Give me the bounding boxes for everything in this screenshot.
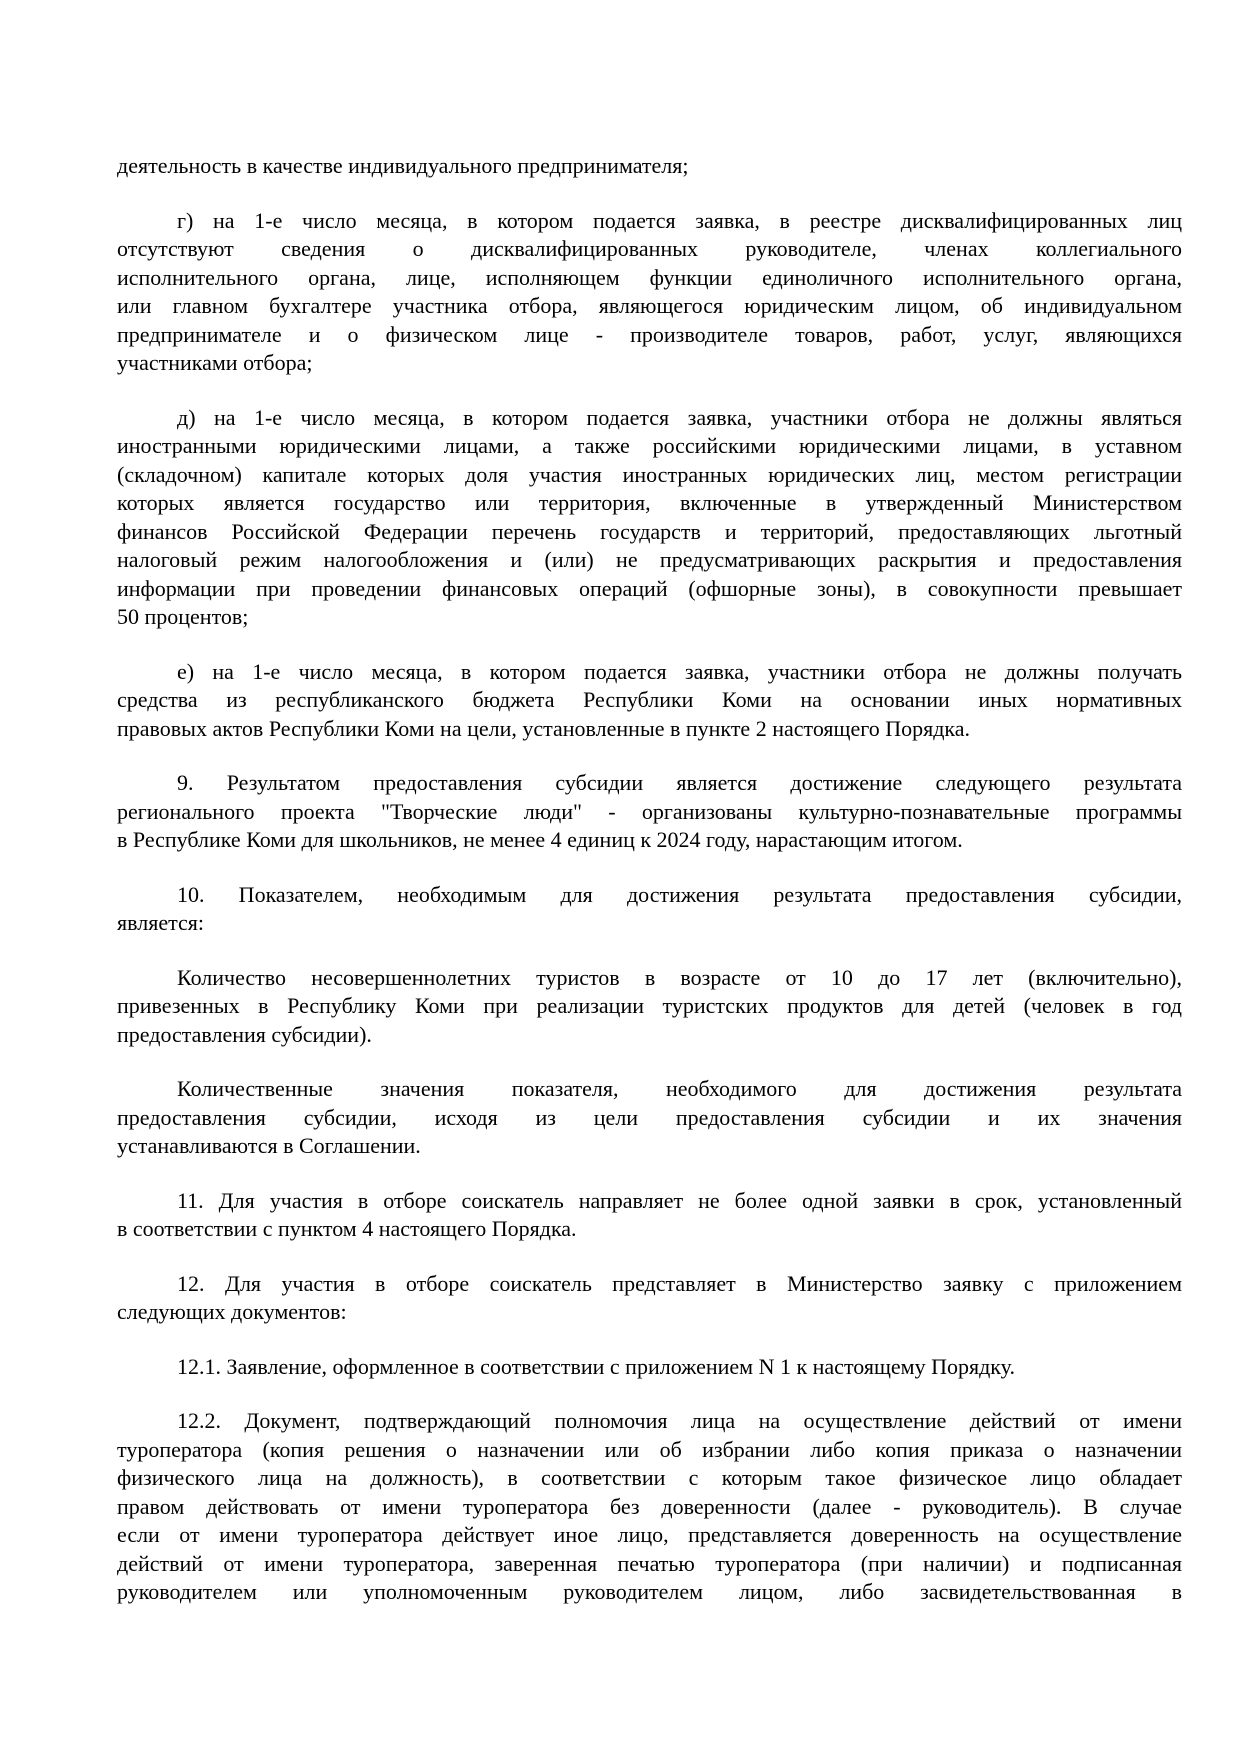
text-line: туроператора (копия решения о назначении или об избрании либо копия приказа о назначении — [117, 1436, 1182, 1462]
text-line: если от имени туроператора действует иное лицо, представляется доверенность на осуществление — [117, 1522, 1182, 1547]
text-line: физического лица на должность), в соответствии с которым такое физическое лицо обладает — [117, 1465, 1182, 1490]
text-line: 12. Для участия в отборе соискатель представляет в Министерство заявку с приложением — [177, 1270, 1182, 1296]
text-line: налоговый режим налогообложения и (или) не предусматривающих раскрытия и предоставления — [117, 547, 1182, 572]
text-line: 50 процентов; — [117, 604, 249, 629]
paragraph-clause-10 — [117, 881, 1182, 938]
text-line: г) на 1-е число месяца, в котором подается заявка, в реестре дисквалифицированных лиц — [177, 207, 1182, 233]
paragraph-clause-12-1 — [117, 1353, 1182, 1382]
text-line: которых является государство или территория, включенные в утвержденный Министерством — [117, 490, 1182, 515]
text-line: исполнительного органа, лице, исполняющем функции единоличного исполнительного органа, — [117, 264, 1182, 290]
text-line: в Республике Коми для школьников, не менее 4 единиц к 2024 году, нарастающим итогом. — [117, 827, 963, 852]
text-line: является: — [117, 910, 204, 935]
paragraph-item-g — [117, 207, 1182, 378]
text-line: в соответствии с пунктом 4 настоящего Порядка. — [117, 1216, 577, 1241]
paragraph-item-d — [117, 404, 1182, 632]
paragraph-clause-11 — [117, 1187, 1182, 1244]
text-line: правом действовать от имени туроператора без доверенности (далее - руководитель). В случае — [117, 1493, 1182, 1519]
text-line: 9. Результатом предоставления субсидии является достижение следующего результата — [177, 770, 1182, 795]
text-line: устанавливаются в Соглашении. — [117, 1133, 421, 1158]
text-line: 11. Для участия в отборе соискатель направляет не более одной заявки в срок, установленный — [177, 1187, 1182, 1213]
text-line: отсутствуют сведения о дисквалифицированных руководителе, членах коллегиального — [117, 236, 1182, 261]
text-line: предпринимателе и о физическом лице - производителе товаров, работ, услуг, являющихся — [117, 321, 1182, 347]
text-line: финансов Российской Федерации перечень государств и территорий, предоставляющих льготный — [117, 518, 1182, 544]
text-line: следующих документов: — [117, 1299, 347, 1324]
paragraph-clause-10-indicator — [117, 964, 1182, 1050]
text-line: или главном бухгалтере участника отбора, являющегося юридическим лицом, об индивидуальном — [117, 293, 1182, 318]
text-line: привезенных в Республику Коми при реализации туристских продуктов для детей (человек в год — [117, 993, 1182, 1018]
text-line: 10. Показателем, необходимым для достижения результата предоставления субсидии, — [177, 881, 1182, 907]
text-line: е) на 1-е число месяца, в котором подается заявка, участники отбора не должны получать — [177, 658, 1182, 684]
paragraph-clause-12-2 — [117, 1407, 1182, 1607]
text-line: 12.1. Заявление, оформленное в соответствии с приложением N 1 к настоящему Порядку. — [177, 1353, 1015, 1379]
text-line: регионального проекта "Творческие люди" - организованы культурно-познавательные программы — [117, 798, 1182, 824]
text-line: 12.2. Документ, подтверждающий полномочия лица на осуществление действий от имени — [177, 1408, 1182, 1433]
text-line: деятельность в качестве индивидуального предпринимателя; — [117, 153, 689, 178]
text-line: действий от имени туроператора, заверенная печатью туроператора (при наличии) и подписанная — [117, 1550, 1182, 1576]
text-line: предоставления субсидии, исходя из цели предоставления субсидии и их значения — [117, 1104, 1182, 1130]
paragraph-item-e — [117, 658, 1182, 744]
paragraph-continuation — [117, 152, 1182, 181]
text-line: д) на 1-е число месяца, в котором подается заявка, участники отбора не должны являться — [177, 404, 1182, 430]
text-line: (складочном) капитале которых доля участия иностранных юридических лиц, местом регистрации — [117, 461, 1182, 487]
text-line: иностранными юридическими лицами, а также российскими юридическими лицами, в уставном — [117, 433, 1182, 458]
paragraph-clause-10-values — [117, 1075, 1182, 1161]
paragraph-clause-9 — [117, 769, 1182, 855]
document-page — [117, 152, 1182, 1633]
text-line: Количественные значения показателя, необходимого для достижения результата — [177, 1076, 1182, 1101]
text-line: средства из республиканского бюджета Республики Коми на основании иных нормативных — [117, 687, 1182, 712]
text-line: информации при проведении финансовых операций (офшорные зоны), в совокупности превышает — [117, 575, 1182, 601]
text-line: руководителем или уполномоченным руководителем лицом, либо засвидетельствованная в — [117, 1579, 1182, 1604]
text-line: участниками отбора; — [117, 350, 313, 375]
text-line: правовых актов Республики Коми на цели, установленные в пункте 2 настоящего Порядка. — [117, 715, 971, 741]
text-line: предоставления субсидии). — [117, 1021, 372, 1047]
text-line: Количество несовершеннолетних туристов в возрасте от 10 до 17 лет (включительно), — [177, 964, 1182, 990]
paragraph-clause-12 — [117, 1270, 1182, 1327]
